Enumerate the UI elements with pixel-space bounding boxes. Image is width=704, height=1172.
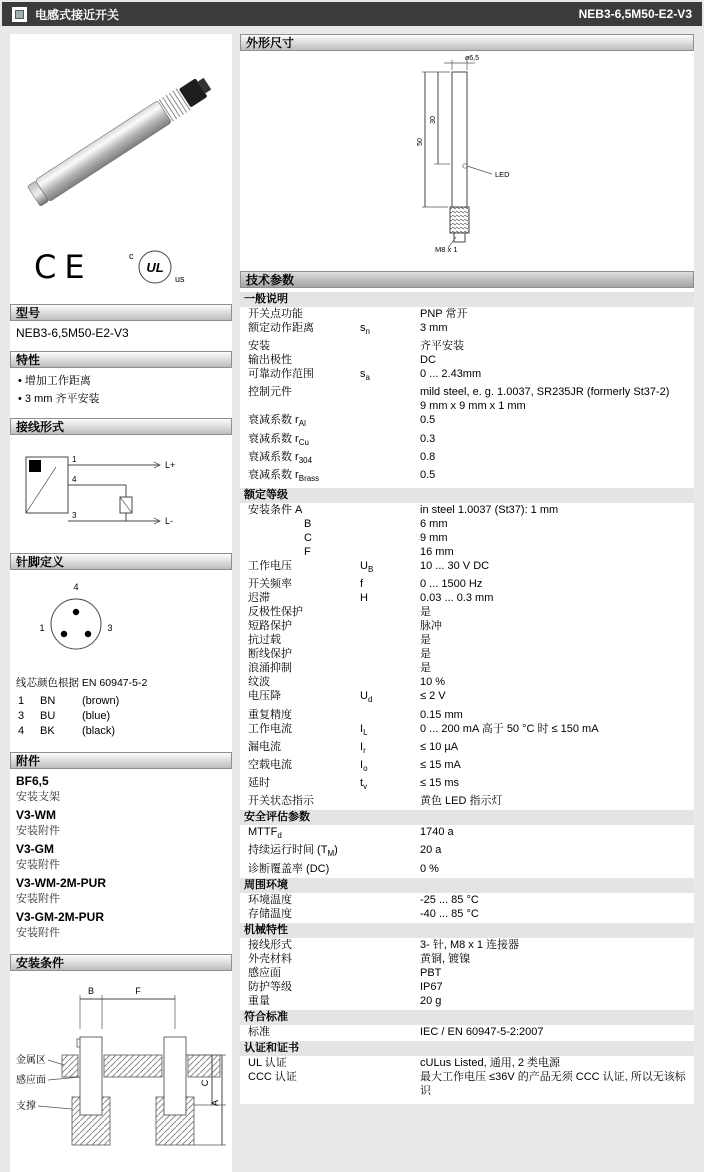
spec-row [240, 689, 694, 707]
svg-text:3: 3 [72, 511, 77, 520]
pin-wire-code: BU [40, 710, 56, 722]
spec-label: F [304, 546, 311, 559]
spec-value: 10 ... 30 V DC [420, 560, 490, 573]
spec-value: 0.5 [420, 414, 436, 427]
spec-value: DC [420, 354, 436, 367]
accessory-description: 安装附件 [16, 927, 60, 939]
accessory-name: V3-WM [16, 808, 56, 822]
svg-text:50: 50 [417, 138, 424, 146]
dimension-drawing-box [240, 51, 694, 263]
spec-label: 持续运行时间 $(T_M)$ [248, 844, 338, 859]
wire-color-note: 线芯颜色根据 EN 60947-5-2 [16, 677, 148, 689]
spec-symbol [360, 893, 420, 907]
header-bar [2, 2, 702, 26]
spec-symbol [360, 633, 420, 647]
spec-row [240, 353, 694, 367]
spec-value: in steel 1.0037 (St37): 1 mm [420, 504, 559, 517]
spec-symbol [360, 1025, 420, 1039]
svg-text:F: F [135, 986, 141, 996]
svg-text:C: C [200, 1079, 210, 1087]
svg-text:1: 1 [72, 455, 77, 464]
spec-row [240, 893, 694, 907]
pinout-drawing [14, 576, 144, 662]
spec-value: 黄色 LED 指示灯 [420, 795, 503, 808]
spec-label: $MTTF_d$ [248, 826, 282, 841]
pin-wire-code: BN [40, 695, 56, 707]
spec-symbol [360, 708, 420, 722]
feature-list [10, 368, 232, 409]
spec-symbol: $I_r$ [360, 740, 366, 755]
spec-symbol [360, 545, 420, 559]
pin-wire-color: (brown) [82, 695, 120, 707]
spec-group-title: 安全评估参数 [240, 810, 694, 825]
spec-label: 漏电流 [248, 740, 281, 753]
spec-row [240, 661, 694, 675]
spec-value: 20 a [420, 844, 442, 857]
spec-label: 开关点功能 [248, 308, 303, 320]
spec-symbol [360, 661, 420, 675]
spec-symbol [360, 413, 420, 431]
svg-text:支撑: 支撑 [16, 1101, 36, 1112]
accessory-name: V3-WM-2M-PUR [16, 876, 106, 890]
spec-value: -25 ... 85 °C [420, 893, 479, 906]
spec-row [240, 843, 694, 861]
spec-label: 环境温度 [248, 893, 292, 906]
spec-value: 脉冲 [420, 620, 442, 633]
spec-row [240, 776, 694, 794]
spec-symbol [360, 980, 420, 994]
spec-label: 安装条件 A [248, 504, 303, 517]
spec-row [240, 708, 694, 722]
spec-row [240, 825, 694, 843]
svg-text:UL: UL [145, 260, 164, 275]
spec-label: 存储温度 [248, 907, 292, 920]
spec-symbol [360, 843, 420, 861]
svg-text:L+: L+ [165, 460, 176, 470]
brand-icon-inner [15, 10, 24, 19]
spec-symbol: $I_L$ [360, 722, 368, 737]
spec-group-title: 认证和证书 [240, 1041, 694, 1056]
spec-value: 0.5 [420, 468, 436, 481]
spec-label: 空载电流 [248, 758, 292, 771]
pin-number: 1 [18, 695, 25, 707]
spec-value: 0.15 mm [420, 708, 463, 721]
spec-symbol [360, 468, 420, 486]
spec-row [240, 758, 694, 776]
spec-row [240, 907, 694, 921]
spec-group-title: 机械特性 [240, 923, 694, 938]
spec-label: CCC 认证 [248, 1070, 297, 1083]
spec-symbol [360, 503, 420, 517]
spec-label: 防护等级 [248, 980, 292, 993]
spec-label: 接线形式 [248, 938, 292, 951]
spec-symbol [360, 952, 420, 966]
section-model: 型号 [10, 304, 232, 321]
pin-row [10, 724, 232, 739]
spec-value: 最大工作电压 ≤36V 的产品无须 CCC 认证, 所以无该标识 [420, 1070, 686, 1097]
accessory-name: V3-GM-2M-PUR [16, 910, 105, 924]
spec-symbol [360, 907, 420, 921]
accessory-description: 安装附件 [16, 859, 60, 871]
wiring-diagram-drawing [14, 441, 219, 533]
accessory-description: 安装支架 [16, 791, 60, 803]
section-features: 特性 [10, 351, 232, 368]
ce-mark: CE [34, 248, 93, 286]
accessory-list [10, 769, 232, 945]
svg-text:30: 30 [430, 116, 437, 124]
spec-label: 衰减系数 $r_{304}$ [248, 450, 313, 465]
spec-row [240, 432, 694, 450]
spec-symbol: H [360, 592, 368, 605]
spec-row [240, 517, 694, 531]
spec-row [240, 794, 694, 808]
spec-value: 9 mm [420, 532, 448, 545]
spec-row [240, 966, 694, 980]
spec-label: 浪涌抑制 [248, 662, 292, 675]
ul-mark [119, 244, 191, 290]
mounting-drawing [14, 977, 228, 1155]
spec-row [240, 545, 694, 559]
tech-table [240, 288, 694, 1098]
spec-symbol [360, 517, 420, 531]
spec-group-title: 符合标准 [240, 1010, 694, 1025]
spec-label: 开关状态指示 [248, 795, 314, 808]
spec-value: 0 ... 1500 Hz [420, 578, 483, 591]
spec-symbol: $I_o$ [360, 758, 368, 774]
spec-label: 控制元件 [248, 386, 292, 399]
spec-value: cULus Listed, 通用, 2 类电源 [420, 1056, 560, 1069]
spec-label: 外壳材料 [248, 952, 292, 965]
spec-label: 断线保护 [248, 648, 292, 661]
accessory-description: 安装附件 [16, 893, 60, 905]
section-mounting: 安装条件 [10, 954, 232, 971]
spec-row [240, 1056, 694, 1070]
spec-value: 0.8 [420, 450, 436, 463]
spec-label: C [304, 532, 312, 545]
spec-value: 齐平安装 [420, 340, 464, 353]
spec-row [240, 503, 694, 517]
spec-value: 6 mm [420, 518, 448, 531]
spec-row [240, 605, 694, 619]
spec-row [240, 980, 694, 994]
spec-row [240, 468, 694, 486]
spec-label: 衰减系数 $r_{Brass}$ [248, 468, 320, 484]
page-title: 电感式接近开关 [35, 7, 120, 22]
pin-table [10, 694, 232, 743]
spec-label: UL 认证 [248, 1056, 287, 1069]
spec-value: 0.3 [420, 432, 436, 445]
spec-row [240, 675, 694, 689]
spec-label: B [304, 518, 312, 531]
spec-symbol [360, 353, 420, 367]
spec-value: 是 [420, 662, 431, 675]
spec-label: 纹波 [248, 676, 270, 689]
spec-label: 可靠动作范围 [248, 368, 314, 381]
spec-row [240, 1070, 694, 1098]
feature-item: • 增加工作距离 [10, 371, 232, 389]
spec-symbol [360, 450, 420, 468]
spec-value: PNP 常开 [420, 308, 468, 320]
spec-row [240, 577, 694, 591]
svg-text:LED: LED [495, 170, 510, 179]
spec-symbol [360, 1070, 420, 1098]
product-photo [10, 34, 232, 239]
spec-symbol: $U_B$ [360, 560, 374, 575]
spec-label: 衰减系数 $r_{Cu}$ [248, 432, 309, 447]
spec-symbol [360, 966, 420, 980]
pin-wire-code: BK [40, 725, 55, 737]
right-column [240, 34, 694, 1104]
pin-wire-color: (black) [82, 725, 116, 737]
spec-symbol [360, 432, 420, 450]
spec-symbol [360, 647, 420, 661]
spec-value: PBT [420, 966, 442, 979]
spec-symbol [360, 675, 420, 689]
brand-icon [12, 7, 27, 22]
spec-label: 重复精度 [248, 708, 292, 721]
svg-text:金属区: 金属区 [16, 1055, 46, 1066]
dimension-drawing [352, 54, 582, 260]
spec-label: 衰减系数 $r_{Al}$ [248, 414, 306, 429]
spec-value: IP67 [420, 980, 443, 993]
svg-text:3: 3 [107, 623, 113, 633]
spec-value: 3 mm [420, 322, 448, 334]
certification-marks [10, 239, 232, 295]
spec-value: ≤ 10 µA [420, 740, 459, 753]
spec-label: 额定动作距离 [248, 322, 314, 334]
pin-wire-color: (blue) [82, 710, 111, 722]
spec-row [240, 647, 694, 661]
feature-item: • 3 mm 齐平安装 [10, 389, 232, 407]
spec-row [240, 994, 694, 1008]
svg-text:ø6,5: ø6,5 [464, 55, 480, 62]
spec-value: mild steel, e. g. 1.0037, SR235JR (formerly St37-2) 9 mm x 9 mm x 1 mm [420, 386, 670, 413]
spec-symbol: $t_v$ [360, 777, 368, 792]
section-wiring: 接线形式 [10, 418, 232, 435]
spec-label: 延时 [248, 777, 270, 790]
spec-symbol [360, 1056, 420, 1070]
svg-text:c: c [128, 251, 134, 261]
spec-value: -40 ... 85 °C [420, 907, 479, 920]
pin-row [10, 709, 232, 724]
spec-label: 电压降 [248, 690, 281, 703]
spec-label: 工作电流 [248, 722, 292, 735]
wiring-diagram [10, 435, 232, 544]
product-number-header: NEB3-6,5M50-E2-V3 [578, 7, 692, 21]
spec-row [240, 321, 694, 339]
spec-symbol: $U_d$ [360, 690, 373, 705]
left-column [10, 34, 232, 1172]
accessory-name: V3-GM [16, 842, 55, 856]
spec-symbol [360, 938, 420, 952]
spec-value: 黄铜, 镀镍 [420, 952, 471, 965]
spec-symbol [360, 794, 420, 808]
spec-symbol: $s_a$ [360, 368, 370, 383]
spec-row [240, 1025, 694, 1039]
spec-value: 16 mm [420, 546, 454, 559]
spec-value: 是 [420, 606, 431, 619]
svg-text:us: us [174, 274, 185, 284]
spec-label: 标准 [248, 1025, 270, 1038]
spec-label: 短路保护 [248, 620, 292, 633]
spec-value: 0 ... 200 mA 高于 50 °C 时 ≤ 150 mA [420, 722, 599, 735]
section-tech-params: 技术参数 [240, 271, 694, 288]
spec-row [240, 531, 694, 545]
svg-text:A: A [210, 1099, 220, 1107]
spec-symbol [360, 619, 420, 633]
pin-row [10, 694, 232, 709]
spec-symbol [360, 531, 420, 545]
svg-text:4: 4 [72, 475, 77, 484]
spec-symbol [360, 385, 420, 413]
spec-symbol [360, 605, 420, 619]
svg-text:4: 4 [73, 582, 79, 592]
spec-symbol [360, 825, 420, 843]
spec-row [240, 619, 694, 633]
spec-value: ≤ 15 mA [420, 758, 461, 771]
spec-label: 开关频率 [248, 578, 292, 591]
svg-text:B: B [87, 986, 95, 996]
pin-number: 4 [18, 725, 25, 737]
pinout-diagram [10, 570, 232, 673]
spec-symbol [360, 339, 420, 353]
spec-row [240, 722, 694, 740]
spec-value: 0 ... 2.43mm [420, 368, 482, 381]
spec-value: 0.03 ... 0.3 mm [420, 592, 494, 605]
spec-label: 诊断覆盖率 (DC) [248, 862, 330, 875]
spec-value: 10 % [420, 676, 446, 689]
svg-text:L-: L- [165, 516, 174, 526]
spec-label: 感应面 [248, 966, 281, 979]
spec-row [240, 559, 694, 577]
spec-row [240, 740, 694, 758]
spec-label: 抗过载 [248, 634, 281, 647]
model-number: NEB3-6,5M50-E2-V3 [16, 326, 129, 340]
spec-row [240, 862, 694, 876]
spec-value: ≤ 2 V [420, 690, 446, 703]
spec-symbol [360, 307, 420, 321]
svg-text:感应面: 感应面 [16, 1075, 46, 1086]
pin-number: 3 [18, 710, 25, 722]
spec-row [240, 450, 694, 468]
spec-row [240, 367, 694, 385]
product-photo-drawing [16, 39, 226, 234]
spec-row [240, 591, 694, 605]
svg-text:M8 x 1: M8 x 1 [435, 245, 458, 254]
spec-symbol: $s_n$ [360, 322, 370, 337]
spec-row [240, 952, 694, 966]
spec-row [240, 938, 694, 952]
spec-row [240, 307, 694, 321]
spec-label: 反极性保护 [248, 606, 303, 619]
accessory-name: BF6,5 [16, 774, 49, 788]
spec-group-title: 一般说明 [240, 292, 694, 307]
spec-row [240, 633, 694, 647]
spec-symbol [360, 994, 420, 1008]
spec-row [240, 339, 694, 353]
spec-value: 1740 a [420, 826, 454, 839]
spec-label: 重量 [248, 994, 270, 1007]
section-pinout: 针脚定义 [10, 553, 232, 570]
spec-label: 安装 [248, 340, 270, 353]
spec-value: 20 g [420, 994, 442, 1007]
spec-value: 是 [420, 648, 431, 661]
page-content [0, 26, 704, 1172]
section-dimensions: 外形尺寸 [240, 34, 694, 51]
spec-value: 是 [420, 634, 431, 647]
spec-value: 0 % [420, 862, 439, 875]
spec-label: 迟滞 [248, 592, 270, 605]
spec-row [240, 413, 694, 431]
accessory-description: 安装附件 [16, 825, 60, 837]
spec-row [240, 385, 694, 413]
spec-label: 输出极性 [248, 354, 292, 367]
svg-text:1: 1 [39, 623, 45, 633]
spec-value: ≤ 15 ms [420, 777, 460, 790]
spec-value: 3- 针, M8 x 1 连接器 [420, 938, 520, 951]
spec-group-title: 额定等级 [240, 488, 694, 503]
section-accessories: 附件 [10, 752, 232, 769]
spec-value: IEC / EN 60947-5-2:2007 [420, 1025, 544, 1038]
spec-label: 工作电压 [248, 560, 292, 573]
spec-group-title: 周围环境 [240, 878, 694, 893]
spec-symbol [360, 862, 420, 876]
spec-symbol: f [360, 578, 364, 591]
